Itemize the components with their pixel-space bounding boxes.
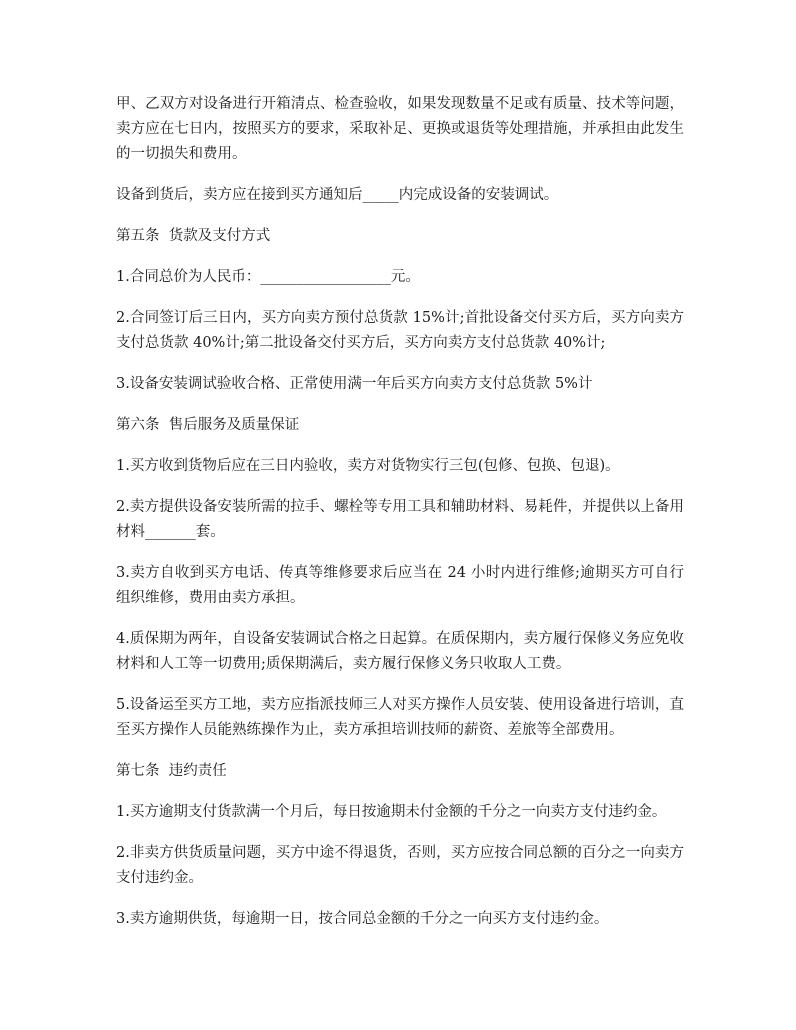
- clause-6-1: 1.买方收到货物后应在三日内验收，卖方对货物实行三包(包修、包换、包退)。: [116, 458, 620, 474]
- clause-5-2: 2.合同签订后三日内，买方向卖方预付总货款 15%计;首批设备交付买方后，买方向卖方支付总货款 40%计;第二批设备交付买方后，买方向卖方支付总货款 40%计;: [116, 310, 684, 351]
- clause-6-3: 3.卖方自收到买方电话、传真等维修要求后应当在 24 小时内进行维修;逾期买方可自行组织维修，费用由卖方承担。: [116, 565, 684, 606]
- clause-6-4: 4.质保期为两年，自设备安装调试合格之日起算。在质保期内，卖方履行保修义务应免收材料和人工等一切费用;质保期满后，卖方履行保修义务只收取人工费。: [116, 631, 684, 672]
- clause-7-3: 3.卖方逾期供货，每逾期一日，按合同总金额的千分之一向买方支付违约金。: [116, 911, 609, 927]
- clause-5-3: 3.设备安装调试验收合格、正常使用满一年后买方向卖方支付总货款 5%计: [116, 376, 593, 392]
- clause-7-1: 1.买方逾期支付货款满一个月后，每日按逾期未付金额的千分之一向卖方支付违约金。: [116, 804, 667, 820]
- paragraph-inspection: 甲、乙双方对设备进行开箱清点、检查验收，如果发现数量不足或有质量、技术等问题，卖方应在七日内，按照买方的要求，采取补足、更换或退货等处理措施，并承担由此发生的一切损失和费用。: [116, 96, 684, 162]
- clause-5-1: 1.合同总价为人民币：__________________元。: [116, 269, 420, 285]
- document-page: [116, 92, 684, 948]
- section-heading-5: 第五条 货款及支付方式: [116, 228, 271, 244]
- section-heading-6: 第六条 售后服务及质量保证: [116, 417, 300, 433]
- paragraph-installation: 设备到货后，卖方应在接到买方通知后_____内完成设备的安装调试。: [116, 187, 559, 203]
- clause-6-5: 5.设备运至买方工地，卖方应指派技师三人对买方操作人员安装、使用设备进行培训，直至买方操作人员能熟练操作为止，卖方承担培训技师的薪资、差旅等全部费用。: [116, 697, 684, 738]
- clause-6-2: 2.卖方提供设备安装所需的拉手、螺栓等专用工具和辅助材料、易耗件，并提供以上备用材料_______套。: [116, 499, 684, 540]
- clause-7-2: 2.非卖方供货质量问题，买方中途不得退货，否则，买方应按合同总额的百分之一向卖方支付违约金。: [116, 845, 684, 886]
- section-heading-7: 第七条 违约责任: [116, 763, 227, 779]
